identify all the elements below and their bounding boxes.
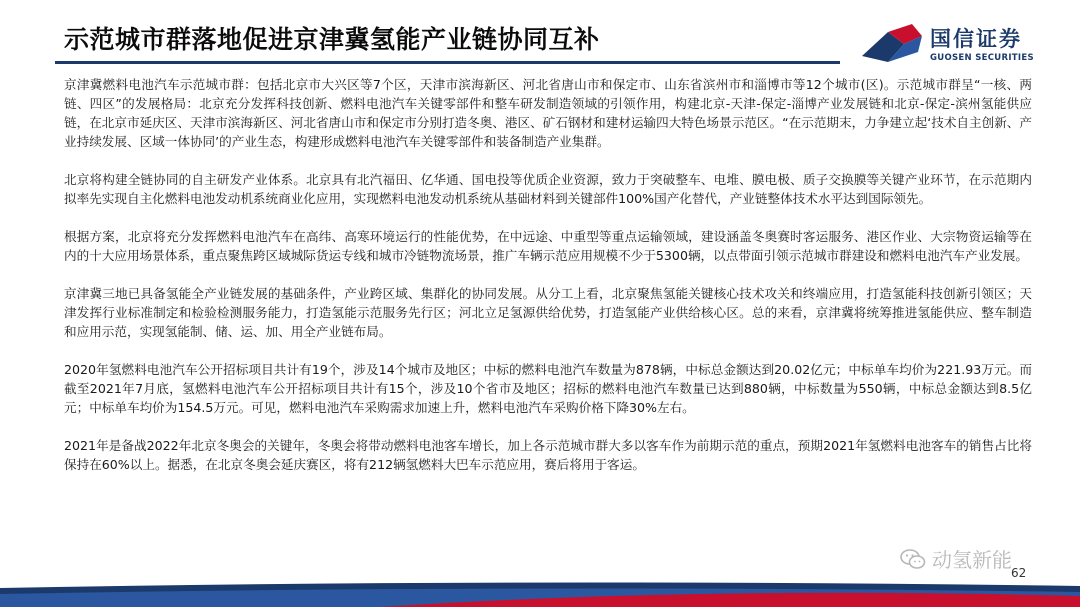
title-underline — [55, 61, 840, 64]
footer-band — [0, 580, 1080, 607]
paragraph-winter-olympics: 2021年是备战2022年北京冬奥会的关键年，冬奥会将带动燃料电池客车增长，加上各示范城市群大多以客车作为前期示范的重点，预期2021年氢燃料电池客车的销售占比将保持在60%以上。据悉，在北京冬奥会延庆赛区，将有212辆氢燃料大巴车示范应用，赛后将用于客运。 — [64, 438, 1032, 472]
paragraph-regional-collaboration: 京津冀三地已具备氢能全产业链发展的基础条件，产业跨区域、集群化的协同发展。从分工上看，北京聚焦氢能关键核心技术攻关和终端应用，打造氢能科技创新引领区；天津发挥行业标准制定和检验检测服务能力，打造氢能示范服务先行区；河北立足氢源供给优势，打造氢能产业供给核心区。总的来看，京津冀将统筹推进氢能供应、整车制造和应用示范，实现氢能制、储、运、加、用全产业链布局。 — [64, 286, 1032, 339]
brand-name: 国信证券 — [930, 27, 1022, 51]
paragraph-tender-statistics: 2020年氢燃料电池汽车公开招标项目共计有19个，涉及14个城市及地区；中标的燃料电池汽车数量为878辆，中标总金额达到20.02亿元；中标单车均价为221.93万元。而截至2021年7月底，氢燃料电池汽车公开招标项目共计有15个，涉及10个省市及地区；招标的燃料电池汽车数量已达到880辆，中标数量为550辆，中标总金额达到8.5亿元；中标单车均价为154.5万元。可见，燃料电池汽车采购需求加速上升，燃料电池汽车采购价格下降30%左右。 — [64, 362, 1032, 415]
page-title: 示范城市群落地促进京津冀氢能产业链协同互补 — [64, 25, 600, 54]
brand-logo — [858, 22, 1058, 66]
paragraph-demonstration-cluster: 京津冀燃料电池汽车示范城市群：包括北京市大兴区等7个区，天津市滨海新区、河北省唐山市和保定市、山东省滨州市和淄博市等12个城市(区)。示范城市群呈“一核、两链、四区”的发展格局：北京充分发挥科技创新、燃料电池汽车关键零部件和整车研发制造领域的引领作用，构建北京-天津-保定-淄博产业发展链和北京-保定-滨州氢能供应链，在北京市延庆区、天津市滨海新区、河北省唐山市和保定市分别打造冬奥、港区、矿石钢材和建材运输四大特色场景示范区。“在示范期末，力争建立起‘技术自主创新、产业持续发展、区域一体协同’的产业生态，构建形成燃料电池汽车关键零部件和装备制造产业集群。 — [64, 77, 1032, 149]
guosen-logo-icon — [858, 22, 926, 66]
page-number: 62 — [1011, 566, 1027, 580]
brand-subtitle: GUOSEN SECURITIES — [930, 53, 1034, 63]
watermark — [900, 544, 1012, 573]
paragraph-beijing-rnd: 北京将构建全链协同的自主研发产业体系。北京具有北汽福田、亿华通、国电投等优质企业资源，致力于突破整车、电堆、膜电极、质子交换膜等关键产业环节，在示范期内拟率先实现自主化燃料电池发动机系统商业化应用，实现燃料电池发动机系统从基础材料到关键部件100%国产化替代，产业链整体技术水平达到国际领先。 — [64, 172, 1032, 206]
watermark-text: 动氢新能 — [932, 548, 1012, 572]
wechat-icon — [900, 548, 926, 570]
paragraph-application-scenarios: 根据方案，北京将充分发挥燃料电池汽车在高纬、高寒环境运行的性能优势，在中远途、中重型等重点运输领域，建设涵盖冬奥赛时客运服务、港区作业、大宗物资运输等在内的十大应用场景体系，重点聚焦跨区域城际货运专线和城市冷链物流场景，推广车辆示范应用规模不少于5300辆，以点带面引领示范城市群建设和燃料电池汽车产业发展。 — [64, 229, 1032, 263]
body-text — [64, 75, 1032, 493]
